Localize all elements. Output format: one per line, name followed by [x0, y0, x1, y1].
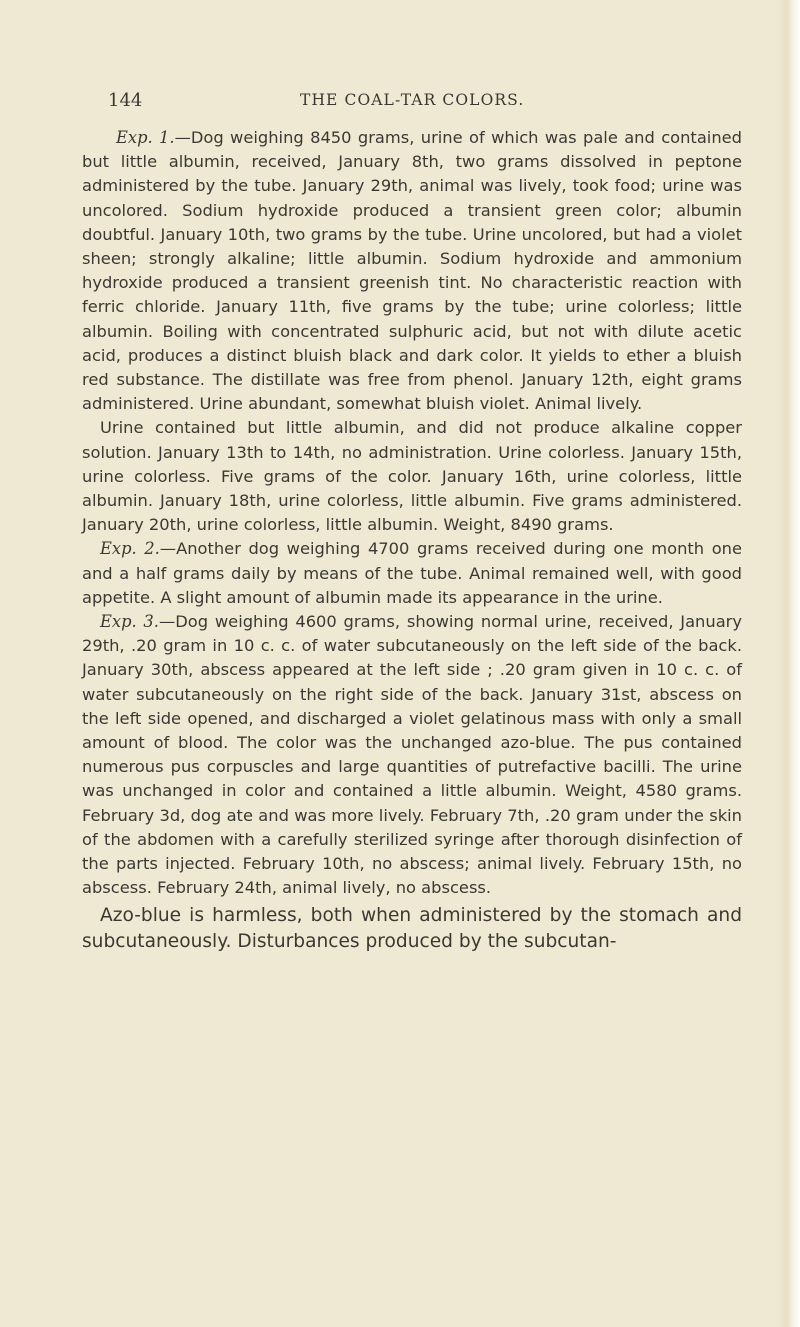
- page-number: 144: [108, 90, 143, 111]
- experiment-label: Exp. 1.: [116, 128, 175, 147]
- paragraph-text: Urine contained but little albumin, and did not produce alkaline copper solution. January 13th to 14th, no administration. Urine colorless. January 15th, urine colorless. Five grams of the color. January 16th, urine colorless, little albumin. January 18th, urine colorless, little albumin. Five grams administered. January 20th, urine colorless, little albumin. Weight, 8490 grams.: [82, 418, 742, 535]
- body-text: [82, 126, 742, 955]
- experiment-label: Exp. 2.: [100, 539, 160, 559]
- conclusion-paragraph: Azo-blue is harmless, both when administered by the stomach and subcutaneously. Disturbances produced by the subcutan-: [82, 904, 742, 952]
- paragraph-text: —Dog weighing 8450 grams, urine of which was pale and contained but little albumin, received, January 8th, two grams dissolved in peptone administered by the tube. January 29th, animal was lively, took food; urine was uncolored. Sodium hydroxide produced a transient green color; albumin doubtful. January 10th, two grams by the tube. Urine uncolored, but had a violet sheen; strongly alkaline; little albumin. Sodium hydroxide and ammonium hydroxide produced a transient greenish tint. No characteristic reaction with ferric chloride. January 11th, five grams by the tube; urine colorless; little albumin. Boiling with concentrated sulphuric acid, but not with dilute acetic acid, produces a distinct bluish black and dark color. It yields to ether a bluish red substance. The distillate was free from phenol. January 12th, eight grams administered. Urine abundant, somewhat bluish violet. Animal lively.: [82, 128, 742, 414]
- paragraph-exp-3: [82, 610, 742, 900]
- paragraph-exp-1-continued: [82, 416, 742, 537]
- paragraph-exp-1: [82, 126, 742, 416]
- page-header: [108, 90, 748, 120]
- running-head: THE COAL-TAR COLORS.: [300, 91, 525, 109]
- experiment-label: Exp. 3.: [100, 612, 159, 632]
- paragraph-text: —Another dog weighing 4700 grams received during one month one and a half grams daily by means of the tube. Animal remained well, with good appetite. A slight amount of albumin made its appearance in the urine.: [82, 539, 742, 607]
- page-edge: [778, 0, 800, 1327]
- paragraph-exp-2: [82, 537, 742, 610]
- paragraph-text: —Dog weighing 4600 grams, showing normal urine, received, January 29th, .20 gram in 10 c. c. of water subcutaneously on the left side of the back. January 30th, abscess appeared at the left side ; .20 gram given in 10 c. c. of water subcutaneously on the right side of the back. January 31st, abscess on the left side opened, and discharged a violet gelatinous mass with only a small amount of blood. The color was the unchanged azo-blue. The pus contained numerous pus corpuscles and large quantities of putrefactive bacilli. The urine was unchanged in color and contained a little albumin. Weight, 4580 grams. February 3d, dog ate and was more lively. February 7th, .20 gram under the skin of the abdomen with a carefully sterilized syringe after thorough disinfection of the parts injected. February 10th, no abscess; animal lively. February 15th, no abscess. February 24th, animal lively, no abscess.: [82, 612, 743, 898]
